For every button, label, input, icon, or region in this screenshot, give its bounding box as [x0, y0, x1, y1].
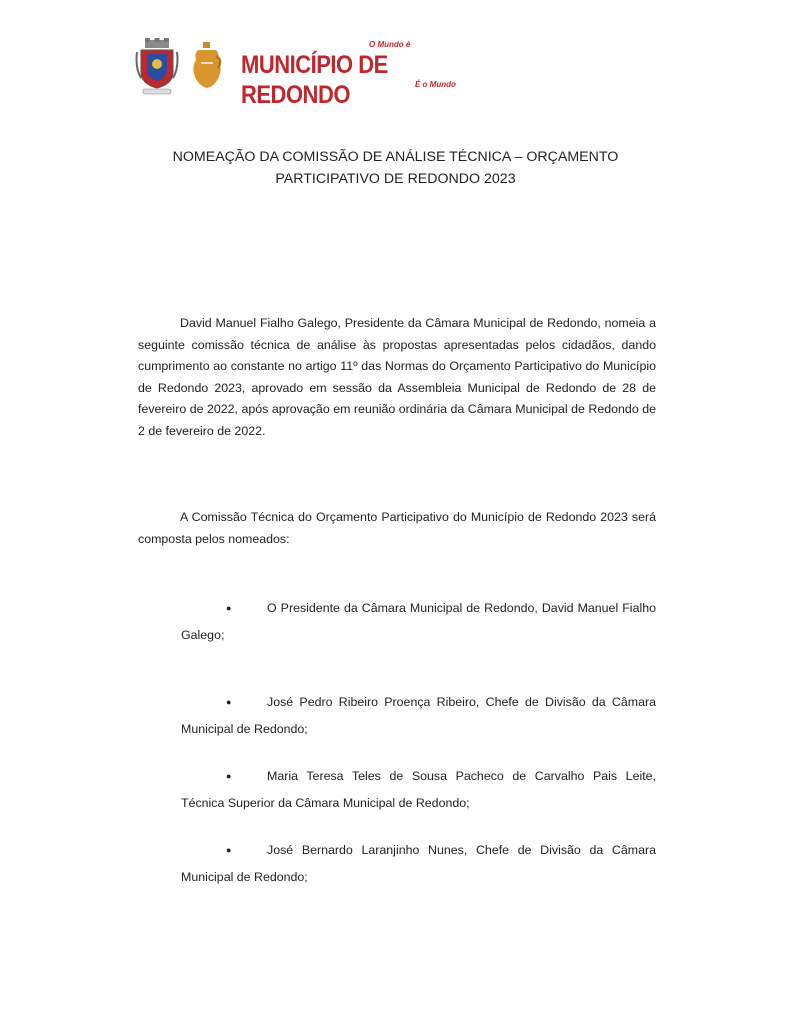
- member-text: José Bernardo Laranjinho Nunes, Chefe de Divisão da Câmara Municipal de Redondo;: [181, 843, 656, 884]
- tagline-top: O Mundo é: [369, 40, 411, 49]
- list-item: [181, 689, 656, 743]
- tagline-bottom: É o Mundo: [415, 80, 456, 89]
- title-line-2: PARTICIPATIVO DE REDONDO 2023: [275, 171, 516, 187]
- clay-jug-logo-icon: [190, 40, 224, 90]
- brand-name: MUNICÍPIO DE REDONDO: [241, 50, 388, 109]
- paragraph-nomination: [138, 313, 656, 443]
- paragraph-2-text: A Comissão Técnica do Orçamento Participativo do Município de Redondo 2023 será composta pelos nomeados:: [138, 510, 656, 546]
- paragraph-composition: [138, 507, 656, 550]
- list-item: [181, 763, 656, 817]
- municipality-header: [135, 38, 465, 109]
- coat-of-arms-icon: [135, 38, 179, 96]
- document-title: [130, 146, 661, 190]
- member-text: O Presidente da Câmara Municipal de Redondo, David Manuel Fialho Galego;: [181, 601, 656, 642]
- title-line-1: NOMEAÇÃO DA COMISSÃO DE ANÁLISE TÉCNICA – ORÇAMENTO: [172, 149, 619, 165]
- bullet-icon: ●: [226, 845, 232, 855]
- list-item: [181, 595, 656, 649]
- paragraph-1-text: David Manuel Fialho Galego, Presidente da Câmara Municipal de Redondo, nomeia a seguinte comissão técnica de análise às propostas apresentadas pelos cidadãos, dando cumprimento ao constante no artigo 11º das Normas do Orçamento Participativo do Município de Redondo 2023, aprovado em sessão da Assembleia Municipal de Redondo de 28 de fevereiro de 2022, após aprovação em reunião ordinária da Câmara Municipal de Redondo de 2 de fevereiro de 2022.: [138, 316, 656, 438]
- bullet-icon: ●: [226, 697, 232, 707]
- list-item: [181, 837, 656, 891]
- member-text: José Pedro Ribeiro Proença Ribeiro, Chefe de Divisão da Câmara Municipal de Redondo;: [181, 695, 656, 736]
- bullet-icon: ●: [226, 603, 232, 613]
- bullet-icon: ●: [226, 771, 232, 781]
- member-text: Maria Teresa Teles de Sousa Pacheco de Carvalho Pais Leite, Técnica Superior da Câmara Municipal de Redondo;: [181, 769, 656, 810]
